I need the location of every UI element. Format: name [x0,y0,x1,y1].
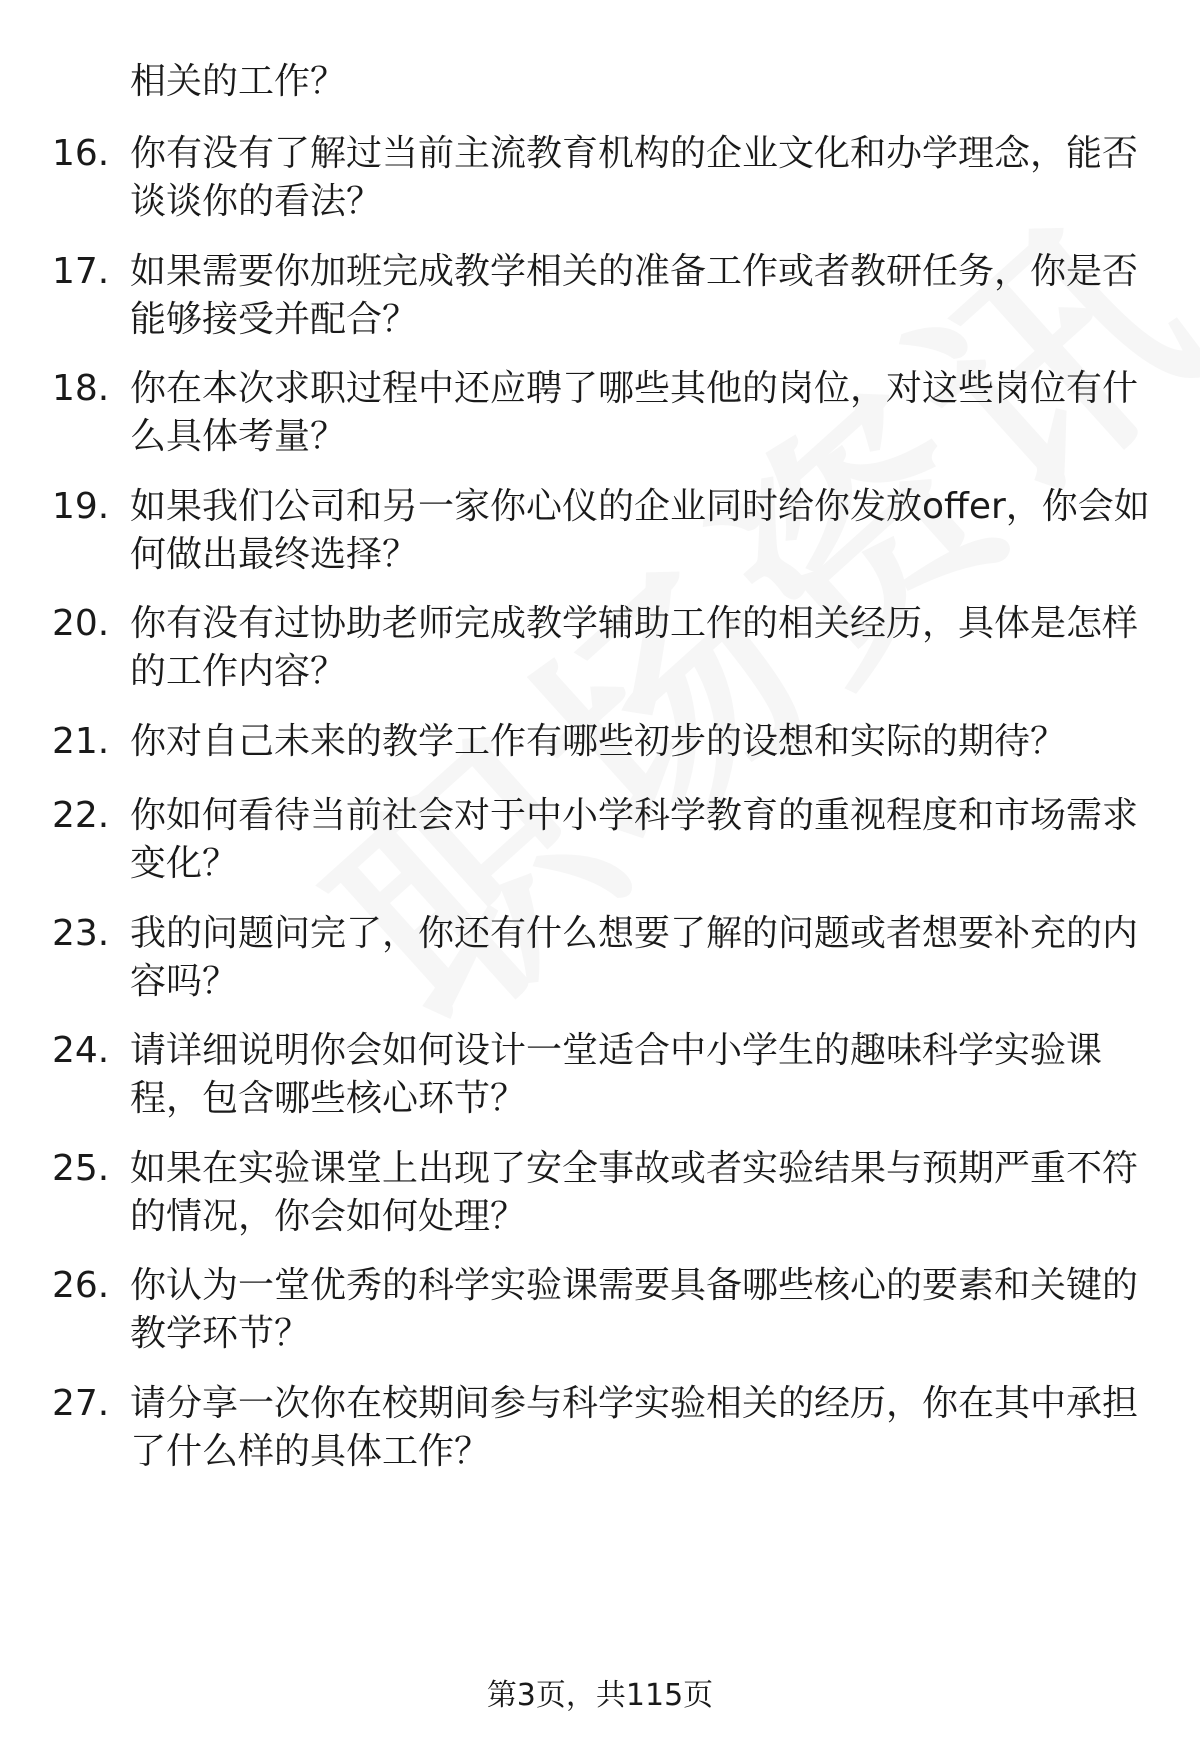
question-number: 23. [52,913,110,954]
question-line: 你有没有了解过当前主流教育机构的企业文化和办学理念，能否 [130,133,1139,174]
question-number: 22. [52,795,110,836]
question-text [130,1145,1150,1241]
question-number: 19. [52,486,110,527]
question-text [130,910,1150,1006]
question-text [130,792,1150,888]
question-number: 21. [52,721,110,762]
question-line: 能够接受并配合？ [130,299,419,340]
question-text [130,1027,1150,1123]
continuation-text: 相关的工作？ [130,61,347,102]
question-line: 如果我们公司和另一家你心仪的企业同时给你发放offer，你会如 [130,486,1150,527]
question-text [130,130,1150,226]
question-line: 何做出最终选择？ [130,534,419,575]
question-line: 请分享一次你在校期间参与科学实验相关的经历，你在其中承担 [130,1383,1139,1424]
question-line: 变化？ [130,843,239,884]
question-line: 你有没有过协助老师完成教学辅助工作的相关经历，具体是怎样 [130,603,1139,644]
question-line: 程，包含哪些核心环节？ [130,1078,527,1119]
question-number: 26. [52,1265,110,1306]
question-line: 你在本次求职过程中还应聘了哪些其他的岗位，对这些岗位有什 [130,368,1139,409]
question-number: 20. [52,603,110,644]
question-line: 教学环节？ [130,1313,311,1354]
question-number: 27. [52,1383,110,1424]
question-text [130,718,1150,766]
question-line: 的工作内容？ [130,651,347,692]
question-text [130,483,1150,579]
question-line: 么具体考量？ [130,416,347,457]
question-text [130,1262,1150,1358]
question-line: 你认为一堂优秀的科学实验课需要具备哪些核心的要素和关键的 [130,1265,1139,1306]
question-line: 了什么样的具体工作？ [130,1431,491,1472]
question-text [130,600,1150,696]
question-line: 如果需要你加班完成教学相关的准备工作或者教研任务，你是否 [130,251,1139,292]
question-text [130,365,1150,461]
question-line: 谈谈你的看法？ [130,181,383,222]
question-number: 16. [52,133,110,174]
question-number: 18. [52,368,110,409]
question-text [130,1380,1150,1476]
question-text [130,248,1150,344]
question-line: 的情况，你会如何处理？ [130,1196,527,1237]
question-number: 24. [52,1030,110,1071]
question-line: 容吗？ [130,961,239,1002]
question-line: 如果在实验课堂上出现了安全事故或者实验结果与预期严重不符 [130,1148,1139,1189]
page-number: 第3页，共115页 [486,1678,714,1713]
question-number: 17. [52,251,110,292]
question-line: 你对自己未来的教学工作有哪些初步的设想和实际的期待？ [130,721,1067,762]
question-line: 你如何看待当前社会对于中小学科学教育的重视程度和市场需求 [130,795,1139,836]
question-line: 我的问题问完了，你还有什么想要了解的问题或者想要补充的内 [130,913,1139,954]
question-line: 请详细说明你会如何设计一堂适合中小学生的趣味科学实验课 [130,1030,1103,1071]
question-number: 25. [52,1148,110,1189]
